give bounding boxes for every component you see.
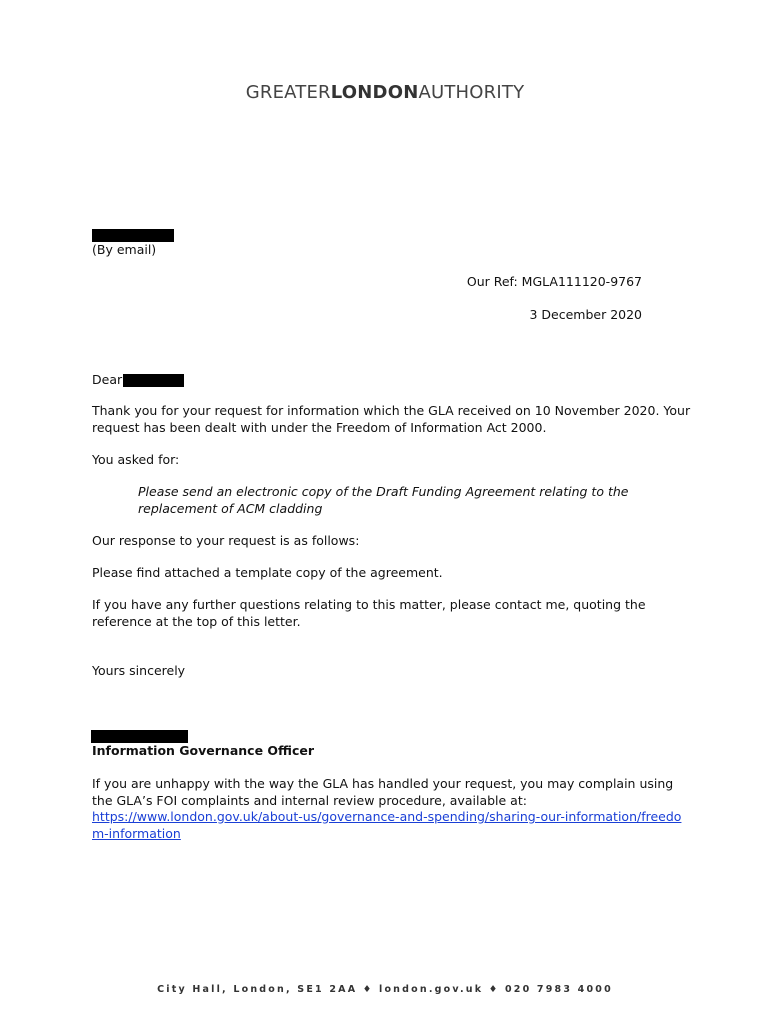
complaint-text: If you are unhappy with the way the GLA has handled your request, you may complain using the GLA’s FOI complaints and internal review procedure, available at:: [92, 776, 674, 808]
footer-address: City Hall, London, SE1 2AA ♦ london.gov.uk ♦ 020 7983 4000: [157, 984, 613, 995]
gla-logo: [0, 82, 770, 103]
letter-date: 3 December 2020: [529, 307, 642, 322]
redacted-salutation-name: [123, 374, 184, 387]
response-intro: Our response to your request is as follows:: [92, 533, 360, 548]
logo-text-greater: GREATER: [245, 82, 331, 103]
signatory-title: Information Governance Officer: [92, 743, 315, 758]
redacted-signatory-name: [91, 730, 188, 743]
reference-number: Our Ref: MGLA111120-9767: [466, 274, 642, 289]
logo-text-authority: AUTHORITY: [418, 82, 525, 103]
closing: Yours sincerely: [92, 663, 186, 678]
logo-text-london: LONDON: [330, 82, 419, 103]
request-quote: Please send an electronic copy of the Draft Funding Agreement relating to the replacement of ACM cladding: [138, 484, 629, 516]
redacted-recipient-name: [92, 229, 174, 242]
response-text: Please find attached a template copy of the agreement.: [92, 565, 443, 580]
further-questions-paragraph: If you have any further questions relating to this matter, please contact me, quoting the reference at the top of this letter.: [92, 597, 646, 629]
delivery-method: (By email): [92, 242, 157, 257]
asked-for-label: You asked for:: [92, 452, 180, 467]
complaint-paragraph: [92, 776, 692, 842]
intro-paragraph: Thank you for your request for information which the GLA received on 10 November 2020. Your request has been dealt with under the Freedom of Information Act 2000.: [92, 403, 691, 435]
salutation: Dear: [92, 372, 123, 387]
freedom-information-link[interactable]: https://www.london.gov.uk/about-us/governance-and-spending/sharing-our-information/freedom-information: [92, 809, 682, 841]
